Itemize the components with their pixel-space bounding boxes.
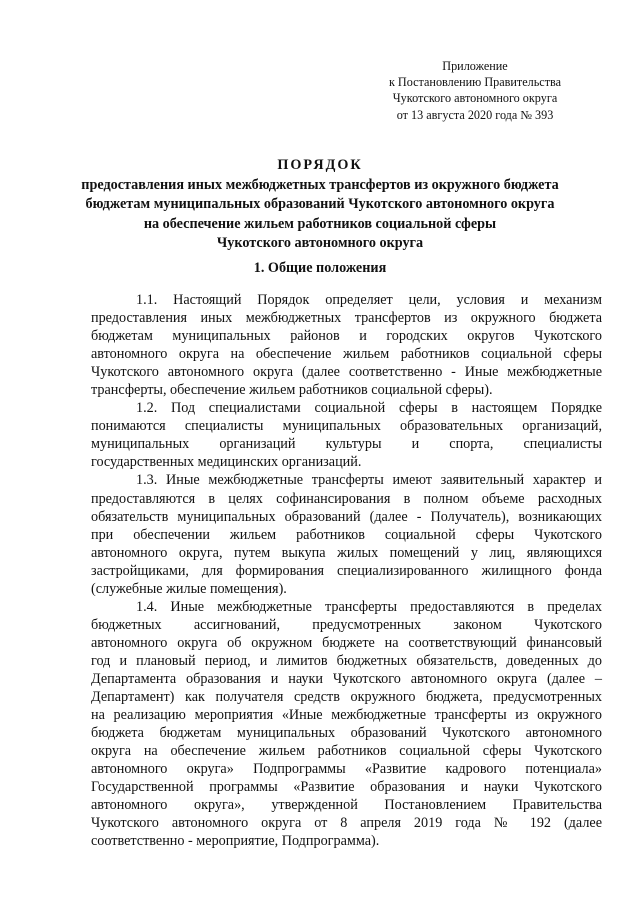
paragraph-line: 1.1. Настоящий Порядок определяет цели, условия и механизм [136,292,602,308]
paragraph-line: на реализацию мероприятия «Иные межбюджетные трансферты из окружного [91,707,602,724]
paragraph-line: Департамент) как получателя средств окружного бюджета, предусмотренных [91,689,602,706]
paragraph-line: бюджетам муниципальных районов и городских округов Чукотского [91,328,602,345]
document-title [60,156,580,254]
paragraph-line: обязательств муниципальных образований (далее - Получатель), возникающих [91,508,602,525]
paragraph-line: (служебные жилые помещения). [91,580,287,597]
paragraph-line: год и плановый период, и лимитов бюджетных обязательств, доведенных до [91,652,602,669]
paragraph-line: Чукотского автономного округа (далее соответственно - Иные межбюджетные [91,364,602,381]
paragraph-line: предоставления иных межбюджетных трансфертов из окружного бюджета [91,310,602,327]
paragraph-line: 1.2. Под специалистами социальной сферы в настоящем Порядке [136,400,602,417]
paragraph-line: застройщиками, для формирования специализированного жилищного фонда [91,562,602,579]
paragraph-line: соответственно - мероприятие, Подпрограмма). [91,833,380,850]
paragraph-line: трансферты, обеспечение жильем работников социальной сферы). [91,382,493,399]
document-title-main: ПОРЯДОК [277,157,363,173]
paragraph-line: Государственной программы «Развитие образования и науки Чукотского [91,779,602,796]
paragraph-line: автономного округа об окружном бюджете на соответствующий финансовый [91,634,602,651]
paragraph-line: муниципальных организаций культуры и спорта, специалисты [91,436,602,453]
paragraph-line: бюджетных ассигнований, предусмотренных законом Чукотского [91,616,602,633]
document-title-line: бюджетам муниципальных образований Чукотского автономного округа [85,196,555,213]
paragraph-line: 1.4. Иные межбюджетные трансферты предоставляются в пределах [136,598,602,615]
paragraph-line: государственных медицинских организаций. [91,454,362,471]
paragraph [91,598,602,851]
paragraph-line: Департамента образования и науки Чукотского автономного округа (далее – [91,670,602,687]
paragraph-line: предоставляются в целях софинансирования в полном объеме расходных [91,490,602,507]
document-title-line: на обеспечение жильем работников социальной сферы [143,215,497,232]
appendix-line: Приложение [442,59,508,73]
appendix-header [360,58,590,123]
paragraph-line: 1.3. Иные межбюджетные трансферты имеют заявительный характер и [136,472,602,489]
paragraph-line: бюджета бюджетам муниципальных образований Чукотского автономного [91,725,602,742]
appendix-line: к Постановлению Правительства [388,75,562,90]
paragraph-line: понимаются специалисты муниципальных образовательных организаций, [91,418,602,435]
paragraph [91,291,602,399]
document-title-line: Чукотского автономного округа [216,235,424,252]
paragraph [91,399,602,471]
document-title-line: предоставления иных межбюджетных трансфертов из окружного бюджета [81,176,559,193]
paragraph-line: автономного округа», утвержденной Постановлением Правительства [91,797,602,814]
section-heading: 1. Общие положения [253,260,387,276]
paragraph-line: Чукотского автономного округа от 8 апреля 2019 года № 192 (далее [91,815,602,832]
paragraph-line: округа на обеспечение жильем работников социальной сферы Чукотского [91,743,602,760]
paragraph-line: автономного округа, путем выкупа жилых помещений у лиц, являющихся [91,544,602,561]
paragraph-line: автономного округа» Подпрограммы «Развитие кадрового потенциала» [91,761,602,778]
appendix-line: от 13 августа 2020 года № 393 [396,107,554,122]
paragraph-line: автономного округа на обеспечение жильем работников социальной сферы [91,346,602,363]
paragraph-line: при обеспечении жильем работников социальной сферы Чукотского [91,526,602,543]
document-body [91,291,602,850]
appendix-line: Чукотского автономного округа [392,91,558,106]
paragraph [91,471,602,597]
